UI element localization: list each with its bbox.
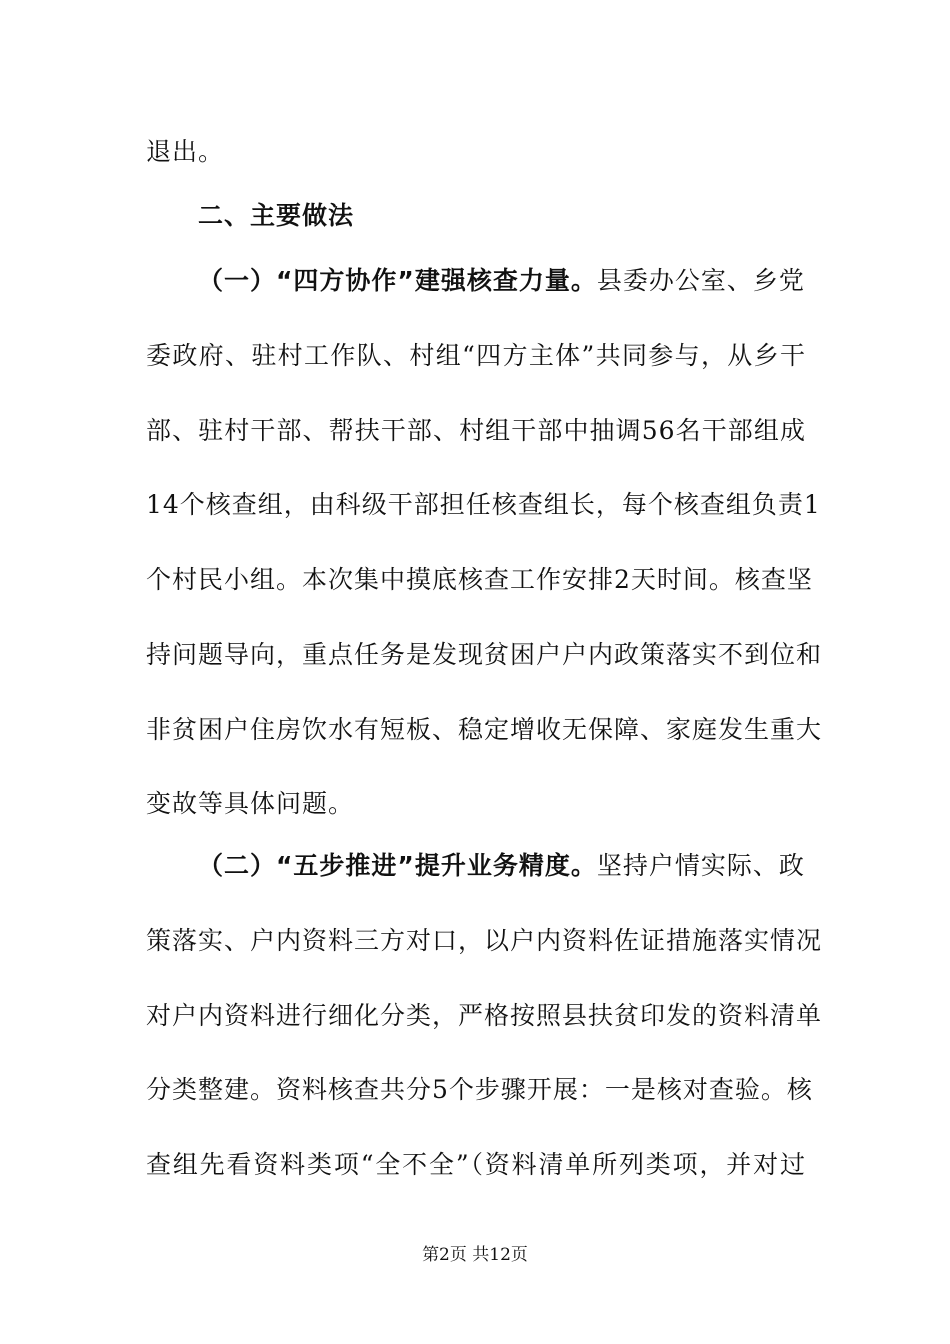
paragraph-line: 查组先看资料类项“全不全”（资料清单所列类项，并对过	[146, 1150, 806, 1179]
paragraph-line: 部、驻村干部、帮扶干部、村组干部中抽调56名干部组成	[146, 416, 806, 445]
paragraph-line: 策落实、户内资料三方对口，以户内资料佐证措施落实情况	[146, 926, 823, 955]
paragraph-line: 变故等具体问题。	[146, 789, 355, 818]
subsection-paragraph-first-line	[198, 849, 806, 883]
paragraph-line: 非贫困户住房饮水有短板、稳定增收无保障、家庭发生重大	[146, 715, 823, 744]
paragraph-text: 县委办公室、乡党	[596, 266, 805, 295]
paragraph-line: 14个核查组，由科级干部担任核查组长，每个核查组负责1	[146, 490, 821, 519]
page-number-footer: 第2页 共12页	[422, 1245, 528, 1265]
paragraph-line: 对户内资料进行细化分类，严格按照县扶贫印发的资料清单	[146, 1001, 823, 1030]
section-heading: 二、主要做法	[198, 201, 355, 230]
paragraph-text: 坚持户情实际、政	[596, 851, 805, 880]
subsection-paragraph-first-line	[198, 264, 806, 298]
paragraph-line: 分类整建。资料核查共分5个步骤开展：一是核对查验。核	[146, 1075, 813, 1104]
subsection-heading: （二）“五步推进”提升业务精度。	[198, 851, 597, 880]
subsection-heading: （一）“四方协作”建强核查力量。	[198, 266, 597, 295]
paragraph-line: 持问题导向，重点任务是发现贫困户户内政策落实不到位和	[146, 640, 823, 669]
paragraph-line: 个村民小组。本次集中摸底核查工作安排2天时间。核查坚	[146, 565, 813, 594]
paragraph-line: 委政府、驻村工作队、村组“四方主体”共同参与，从乡干	[146, 341, 806, 370]
paragraph-line: 退出。	[146, 137, 225, 166]
